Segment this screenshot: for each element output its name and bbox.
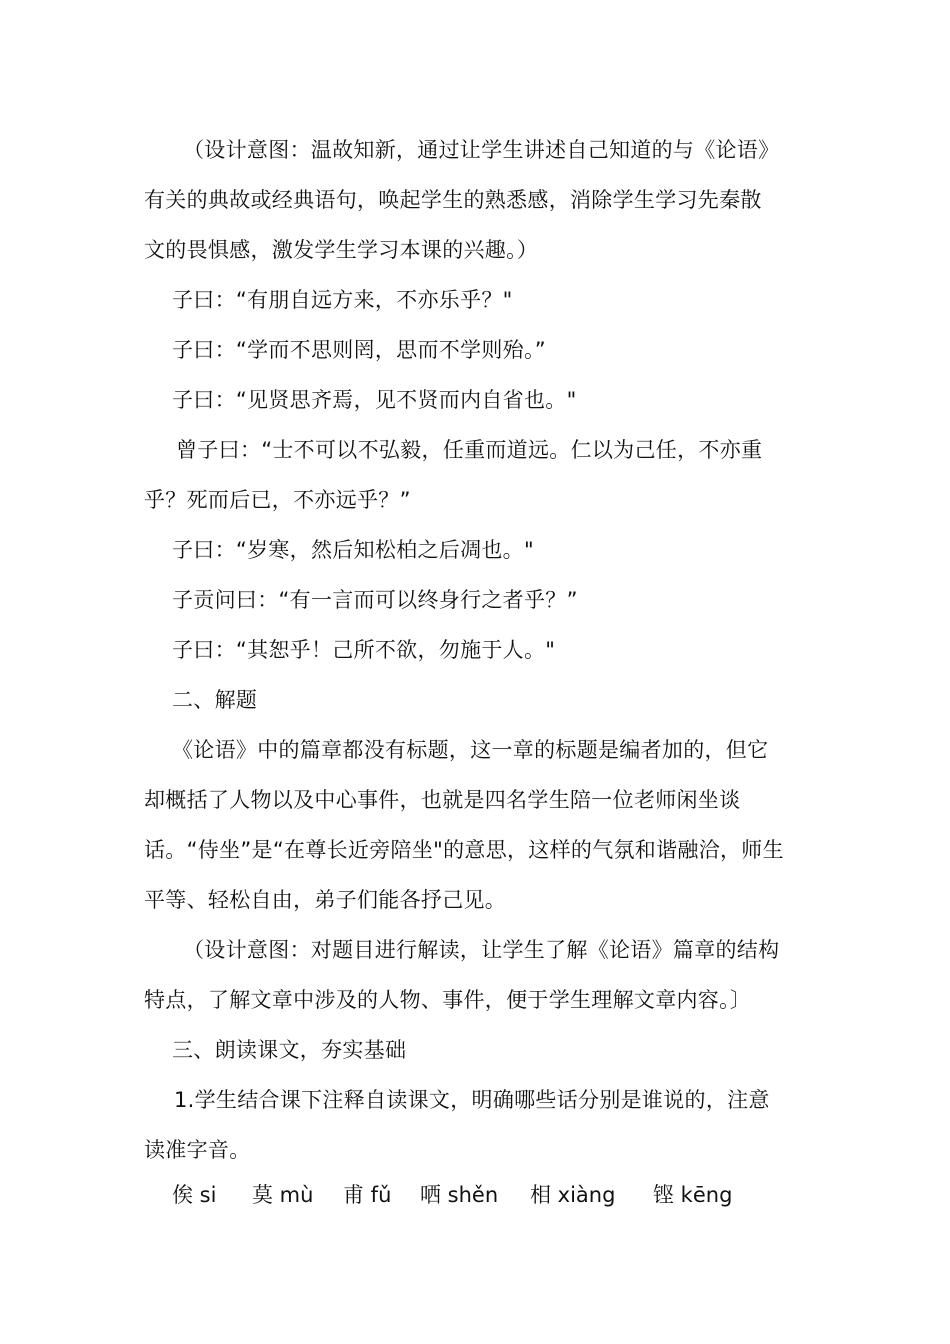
quote-5: 子曰：“岁寒，然后知松柏之后凋也。" bbox=[172, 538, 534, 562]
section-heading-2: 二、解题 bbox=[172, 688, 258, 712]
pinyin-item: 俟 si bbox=[172, 1183, 217, 1207]
pinyin-item: 相 xiàng bbox=[530, 1183, 616, 1207]
title-explanation-line-4: 平等、轻松自由，弟子们能各抒己见。 bbox=[144, 888, 507, 912]
quote-7: 子曰：“其恕乎！己所不欲，勿施于人。" bbox=[172, 638, 556, 662]
pinyin-item: 莫 mù bbox=[252, 1183, 314, 1207]
design-intent-1-line-2: 有关的典故或经典语句，唤起学生的熟悉感，消除学生学习先秦散 bbox=[144, 188, 762, 212]
pinyin-item: 铿 kēng bbox=[653, 1183, 733, 1207]
quote-6: 子贡问曰：“有一言而可以终身行之者乎？” bbox=[172, 588, 578, 612]
step-1-line-1: 1.学生结合课下注释自读课文，明确哪些话分别是谁说的，注意 bbox=[174, 1088, 770, 1112]
section-heading-3: 三、朗读课文，夯实基础 bbox=[172, 1038, 407, 1062]
step-1-line-2: 读准字音。 bbox=[144, 1138, 251, 1162]
pinyin-list bbox=[172, 1180, 812, 1210]
design-intent-1-line-1: （设计意图：温故知新，通过让学生讲述自己知道的与《论语》 bbox=[183, 138, 780, 162]
pinyin-item: 甫 fǔ bbox=[343, 1183, 392, 1207]
title-explanation-line-3: 话。“侍坐”是“在尊长近旁陪坐"的意思，这样的气氛和谐融洽，师生 bbox=[144, 838, 784, 862]
title-explanation-line-2: 却概括了人物以及中心事件，也就是四名学生陪一位老师闲坐谈 bbox=[144, 788, 741, 812]
pinyin-item: 哂 shěn bbox=[420, 1183, 499, 1207]
quote-2: 子曰：“学而不思则罔，思而不学则殆。” bbox=[172, 338, 546, 362]
design-intent-1-line-3: 文的畏惧感，激发学生学习本课的兴趣。） bbox=[144, 238, 539, 262]
quote-1: 子曰：“有朋自远方来，不亦乐乎？" bbox=[172, 288, 513, 312]
title-explanation-line-1: 《论语》中的篇章都没有标题，这一章的标题是编者加的，但它 bbox=[172, 738, 769, 762]
quote-4-line-2: 乎？死而后已，不亦远乎？” bbox=[144, 488, 411, 512]
design-intent-2-line-1: （设计意图：对题目进行解读，让学生了解《论语》篇章的结构 bbox=[183, 938, 780, 962]
quote-4-line-1: 曾子曰：“士不可以不弘毅，任重而道远。仁以为己任，不亦重 bbox=[176, 438, 763, 462]
design-intent-2-line-2: 特点，了解文章中涉及的人物、事件，便于学生理解文章内容。〕 bbox=[144, 988, 752, 1012]
quote-3: 子曰：“见贤思齐焉，见不贤而内自省也。" bbox=[172, 388, 577, 412]
